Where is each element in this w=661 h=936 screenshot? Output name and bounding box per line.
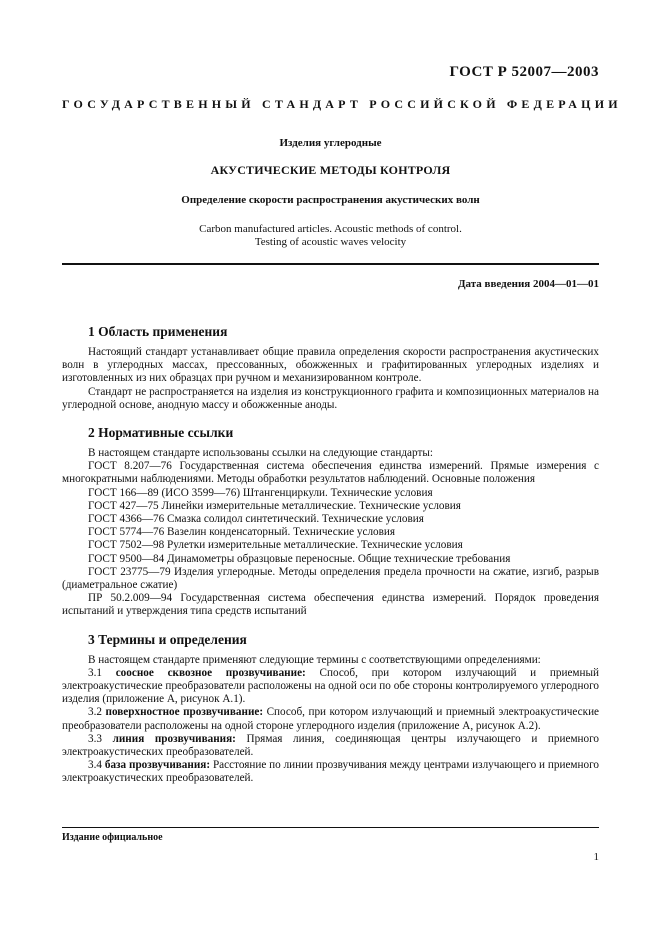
- section-1-heading: 1 Область применения: [88, 324, 228, 339]
- section-3-heading: 3 Термины и определения: [88, 631, 247, 647]
- reference-item: ГОСТ 23775—79 Изделия углеродные. Методы определения предела прочности на сжатие, изгиб, разрыв (диаметральное сжатие): [62, 565, 599, 592]
- term-definition: [62, 706, 599, 732]
- reference-item: ГОСТ 7502—98 Рулетки измерительные металлические. Технические условия: [88, 539, 463, 552]
- english-title-line-1: Carbon manufactured articles. Acoustic methods of control.: [199, 223, 462, 235]
- reference-item: ГОСТ 5774—76 Вазелин конденсаторный. Технические условия: [88, 526, 396, 539]
- section-1-paragraph-2: Стандарт не распространяется на изделия из конструкционного графита и композиционных материалов на углеродной основе, анодную массу и обожженные аноды.: [62, 385, 599, 411]
- state-standard-banner: ГОСУДАРСТВЕННЫЙ СТАНДАРТ РОССИЙСКОЙ ФЕДЕРАЦИИ: [62, 97, 622, 111]
- term-name: поверхностное прозвучивание:: [105, 706, 264, 719]
- reference-item: ГОСТ 427—75 Линейки измерительные металлические. Технические условия: [88, 499, 461, 512]
- subtitle: Определение скорости распространения акустических волн: [181, 194, 480, 206]
- term-definition: [62, 733, 599, 759]
- term-number: 3.2: [88, 706, 102, 719]
- term-number: 3.4: [88, 759, 102, 772]
- term-name: линия прозвучивания:: [112, 732, 236, 745]
- section-2-intro: В настоящем стандарте использованы ссылки на следующие стандарты:: [88, 447, 433, 460]
- product-title: Изделия углеродные: [279, 137, 382, 149]
- term-text: Способ, при котором излучающий и приемный электроакустические преобразователи расположены на одной оси по обе стороны контролируемого углеродного изделия (приложение А, рисунок А.1).: [62, 666, 599, 706]
- term-text: Способ, при котором излучающий и приемный электроакустические преобразователи расположены на одной стороне углеродного изделия (приложение А, рисунок А.2).: [62, 706, 600, 732]
- title-block: [62, 137, 599, 249]
- section-3-intro: В настоящем стандарте применяют следующие термины с соответствующими определениями:: [88, 653, 541, 666]
- english-title-line-2: Testing of acoustic waves velocity: [254, 236, 407, 248]
- introduction-date: Дата введения 2004—01—01: [457, 278, 599, 290]
- term-text: Расстояние по линии прозвучивания между центрами излучающего и приемного электроакустических преобразователей.: [62, 759, 599, 785]
- reference-item: ГОСТ 8.207—76 Государственная система обеспечения единства измерений. Прямые измерения с многократными наблюдениями. Методы обработки результатов наблюдений. Основные положения: [62, 460, 599, 486]
- term-definition: [62, 759, 599, 785]
- english-title: [62, 223, 599, 249]
- term-number: 3.3: [88, 732, 102, 745]
- reference-item: ГОСТ 166—89 (ИСО 3599—76) Штангенциркули. Технические условия: [88, 486, 433, 499]
- section-1-paragraph-1: Настоящий стандарт устанавливает общие правила определения скорости распространения акустических волн в углеродных массах, прессованных, обожженных и графитированных углеродных изделиях и изготовленных из них образцах при ручном и механизированном контроле.: [62, 346, 599, 385]
- term-name: соосное сквозное прозвучивание:: [115, 666, 306, 679]
- reference-item: ГОСТ 9500—84 Динамометры образцовые переносные. Общие технические требования: [88, 552, 511, 565]
- reference-item: ПР 50.2.009—94 Государственная система обеспечения единства измерений. Порядок проведения испытаний и утверждения типа средств испытаний: [62, 592, 599, 618]
- section-2-heading: 2 Нормативные ссылки: [88, 425, 234, 441]
- reference-item: ГОСТ 4366—76 Смазка солидол синтетический. Технические условия: [88, 513, 424, 526]
- term-text: Прямая линия, соединяющая центры излучающего и приемного электроакустических преобразователей.: [62, 732, 600, 759]
- main-title: АКУСТИЧЕСКИЕ МЕТОДЫ КОНТРОЛЯ: [210, 163, 451, 177]
- term-number: 3.1: [88, 666, 102, 679]
- edition-label: Издание официальное: [62, 832, 163, 843]
- page-number: 1: [593, 851, 599, 863]
- document-body: [62, 324, 599, 786]
- footer-divider: [62, 827, 599, 828]
- term-definition: [62, 667, 599, 707]
- title-divider: [62, 263, 599, 265]
- gost-number: ГОСТ Р 52007—2003: [449, 64, 599, 80]
- term-name: база прозвучивания:: [104, 759, 211, 772]
